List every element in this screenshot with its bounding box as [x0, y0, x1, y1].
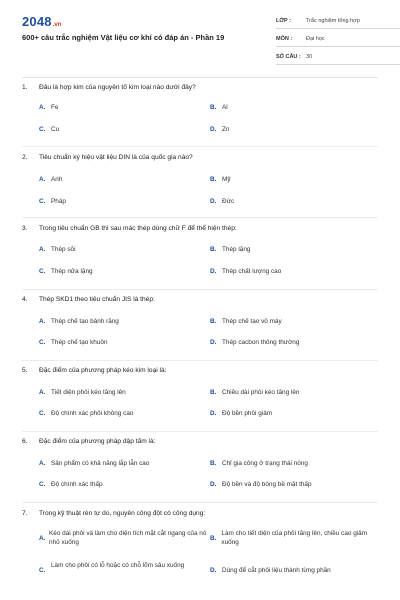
- option-a[interactable]: [39, 176, 207, 185]
- option-text: Pháp: [51, 198, 66, 205]
- option-text: Zn: [222, 126, 230, 133]
- question-text: Trong kỹ thuật rèn tự do, nguyên công đột có công dụng:: [39, 510, 206, 517]
- option-letter: C.: [39, 198, 46, 205]
- option-letter: D.: [210, 339, 217, 346]
- question-1: [22, 84, 378, 133]
- meta-label: LỚP :: [276, 18, 291, 24]
- option-text: Anh: [51, 176, 63, 183]
- question-number: 3.: [22, 225, 28, 232]
- option-a[interactable]: [39, 530, 207, 547]
- option-text: Mỹ: [222, 176, 231, 183]
- option-d[interactable]: [210, 410, 378, 419]
- option-text: Thép chế tạo vỏ máy: [222, 318, 282, 325]
- option-letter: C.: [39, 268, 46, 275]
- option-letter: B.: [210, 318, 217, 325]
- question-text: Đặc điểm của phương pháp kéo kim loại là:: [39, 367, 167, 374]
- option-letter: C.: [39, 339, 46, 346]
- question-5: [22, 367, 378, 417]
- option-letter: D.: [210, 410, 217, 417]
- option-letter: A.: [39, 460, 46, 467]
- meta-row-class: [276, 14, 400, 29]
- meta-label: MÔN :: [276, 36, 293, 42]
- document-title: 600+ câu trắc nghiệm Vật liệu cơ khí có đáp án - Phần 19: [22, 33, 225, 42]
- divider: [22, 289, 378, 290]
- question-text: Tiêu chuẩn ký hiệu vật liệu DIN là của quốc gia nào?: [39, 154, 193, 161]
- meta-value: Trắc nghiệm tổng hợp: [306, 18, 360, 24]
- option-text: Độ bền và độ bóng bề mặt thấp: [222, 481, 312, 488]
- logo-text: 2048: [22, 14, 52, 29]
- option-a[interactable]: [39, 104, 207, 113]
- divider: [22, 502, 378, 503]
- option-letter: B.: [210, 246, 217, 253]
- option-text: Thép lặng: [222, 246, 251, 253]
- question-text: Thép SKD1 theo tiêu chuẩn JIS là thép:: [39, 296, 155, 303]
- option-b[interactable]: [210, 460, 378, 469]
- option-c[interactable]: [39, 198, 207, 207]
- question-7: [22, 510, 378, 574]
- option-text: Fe: [51, 104, 59, 111]
- option-a[interactable]: [39, 389, 207, 398]
- meta-label: SỐ CÂU :: [276, 54, 301, 60]
- meta-row-subject: [276, 32, 400, 47]
- document-header: [22, 0, 378, 78]
- option-letter: B.: [210, 389, 217, 396]
- option-text: Cu: [51, 126, 60, 133]
- option-b[interactable]: [210, 176, 378, 185]
- option-c[interactable]: [39, 562, 207, 574]
- divider: [22, 431, 378, 432]
- question-6: [22, 438, 378, 488]
- option-letter: B.: [210, 535, 217, 542]
- meta-row-count: [276, 50, 400, 65]
- option-text: Thép chất lượng cao: [222, 268, 282, 275]
- question-4: [22, 296, 378, 346]
- option-b[interactable]: [210, 104, 378, 113]
- option-text: Thép nửa lặng: [51, 268, 93, 275]
- divider: [22, 217, 378, 218]
- option-text: Thép cacbon thông thường: [222, 339, 300, 346]
- option-text: Thép chế tạo khuôn: [51, 339, 108, 346]
- question-number: 2.: [22, 154, 28, 161]
- option-letter: A.: [39, 535, 46, 542]
- meta-info: [276, 14, 400, 68]
- option-text: Độ chính xác phôi không cao: [51, 410, 134, 417]
- site-logo[interactable]: [22, 14, 61, 29]
- option-letter: C.: [39, 126, 46, 133]
- question-text: Trong tiêu chuẩn GB thì sau mác thép dùng chữ F để thể hiện thép:: [39, 225, 237, 232]
- option-text: Độ chính xác thấp: [51, 481, 103, 488]
- option-b[interactable]: [210, 530, 378, 547]
- divider: [22, 360, 378, 361]
- option-letter: D.: [210, 198, 217, 205]
- option-d[interactable]: [210, 268, 378, 277]
- option-letter: A.: [39, 318, 46, 325]
- question-text: Đặc điểm của phương pháp dập tấm là:: [39, 438, 156, 445]
- meta-value: 30: [306, 54, 313, 60]
- option-b[interactable]: [210, 246, 378, 255]
- option-text: Chiều dài phôi kéo tăng lên: [222, 389, 300, 396]
- question-number: 4.: [22, 296, 28, 303]
- option-text: Chỉ gia công ở trạng thái nóng: [222, 460, 308, 467]
- option-letter: A.: [39, 176, 46, 183]
- option-text: Al: [222, 104, 228, 111]
- option-text: Tiết diện phôi kéo tăng lên: [51, 389, 126, 396]
- option-text: Dùng để cắt phôi liệu thành từng phần: [222, 567, 331, 574]
- question-2: [22, 154, 378, 205]
- question-number: 1.: [22, 84, 28, 91]
- option-letter: C.: [39, 567, 46, 574]
- option-d[interactable]: [210, 339, 378, 348]
- option-letter: D.: [210, 481, 217, 488]
- option-letter: D.: [210, 268, 217, 275]
- option-letter: A.: [39, 104, 46, 111]
- option-text: Thép sôi: [51, 246, 76, 253]
- option-text: Kéo dài phôi và làm cho diện tích mặt cắt ngang của nó nhỏ xuống: [49, 530, 207, 546]
- option-text: Làm cho tiết diện của phôi tăng lên, chiều cao giảm xuống: [221, 530, 368, 546]
- option-text: Làm cho phôi có lỗ hoặc có chỗ lõm sâu xuống: [51, 562, 185, 569]
- option-letter: B.: [210, 176, 217, 183]
- option-letter: A.: [39, 389, 46, 396]
- option-c[interactable]: [39, 268, 207, 277]
- option-letter: C.: [39, 481, 46, 488]
- option-letter: B.: [210, 104, 217, 111]
- divider: [22, 146, 378, 147]
- option-letter: C.: [39, 410, 46, 417]
- option-d[interactable]: [210, 126, 378, 135]
- option-d[interactable]: [210, 198, 378, 207]
- option-c[interactable]: [39, 126, 207, 135]
- option-text: Thép chế tạo bánh răng: [51, 318, 119, 325]
- option-a[interactable]: [39, 318, 207, 327]
- option-b[interactable]: [210, 318, 378, 327]
- option-a[interactable]: [39, 460, 207, 469]
- question-text: Đâu là hợp kim của nguyên tố kim loại nào dưới đây?: [39, 84, 196, 91]
- option-d[interactable]: [210, 567, 378, 576]
- option-text: Độ bền phôi giảm: [222, 410, 273, 417]
- option-text: Sản phẩm có khả năng lắp lẫn cao: [51, 460, 150, 467]
- question-3: [22, 225, 378, 275]
- option-text: Đức: [222, 198, 235, 205]
- option-c[interactable]: [39, 339, 207, 348]
- question-number: 5.: [22, 367, 28, 374]
- option-a[interactable]: [39, 246, 207, 255]
- option-c[interactable]: [39, 481, 207, 490]
- option-letter: A.: [39, 246, 46, 253]
- option-b[interactable]: [210, 389, 378, 398]
- meta-value: Đại học: [306, 36, 325, 42]
- question-number: 6.: [22, 438, 28, 445]
- logo-suffix: .vn: [52, 22, 62, 28]
- question-number: 7.: [22, 510, 28, 517]
- option-d[interactable]: [210, 481, 378, 490]
- option-letter: D.: [210, 567, 217, 574]
- option-letter: D.: [210, 126, 217, 133]
- option-letter: B.: [210, 460, 217, 467]
- option-c[interactable]: [39, 410, 207, 419]
